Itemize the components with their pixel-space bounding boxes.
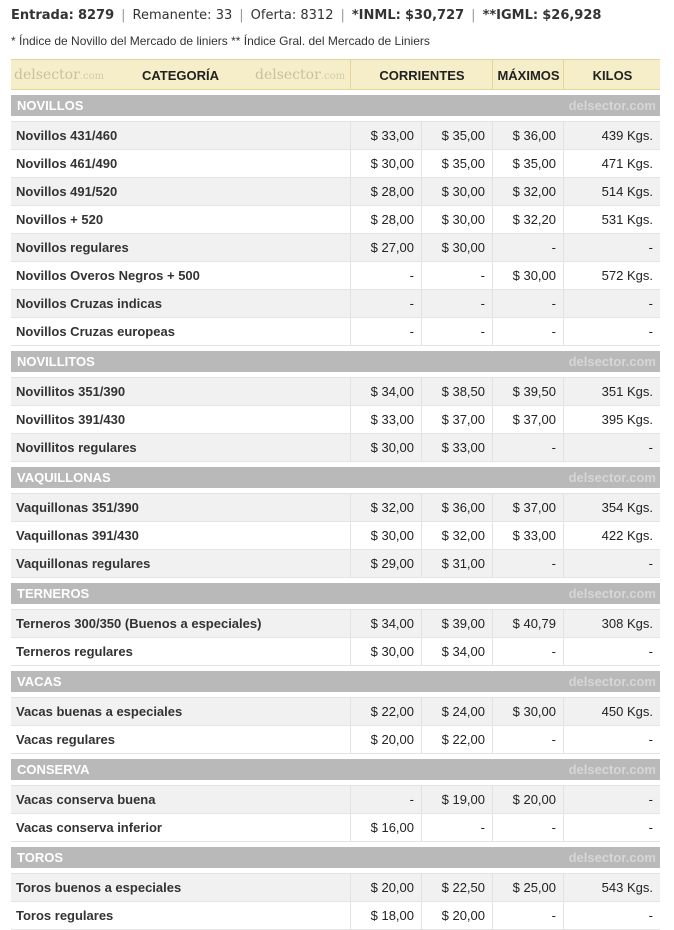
table-row (11, 406, 660, 434)
section-rows (11, 609, 660, 666)
price-maximo: - (492, 290, 563, 317)
price-corriente-min: - (350, 318, 421, 345)
row-category: Vacas regulares (16, 732, 116, 747)
table-row (11, 786, 660, 814)
price-corriente-max: $ 35,00 (421, 122, 492, 149)
weight-kilos: - (563, 726, 660, 753)
table-row (11, 262, 660, 290)
watermark-logo: delsector.com (14, 67, 105, 83)
header-corrientes: CORRIENTES (350, 60, 493, 89)
section-header (11, 467, 660, 488)
price-corriente-max: $ 37,00 (421, 406, 492, 433)
table-row (11, 698, 660, 726)
table-row (11, 726, 660, 754)
price-corriente-min: $ 34,00 (350, 610, 421, 637)
price-corriente-min: $ 30,00 (350, 434, 421, 461)
row-category: Vaquillonas 391/430 (16, 528, 139, 543)
section-header (11, 583, 660, 604)
section-header (11, 95, 660, 116)
row-category: Vacas conserva inferior (16, 820, 162, 835)
price-corriente-min: $ 20,00 (350, 726, 421, 753)
row-category: Novillos 431/460 (16, 128, 118, 143)
table-row (11, 550, 660, 578)
price-corriente-max: $ 24,00 (421, 698, 492, 725)
watermark-logo: delsector.com (255, 67, 346, 83)
price-corriente-max: $ 19,00 (421, 786, 492, 813)
price-maximo: $ 20,00 (492, 786, 563, 813)
price-maximo: $ 32,00 (492, 178, 563, 205)
weight-kilos: 354 Kgs. (563, 494, 660, 521)
table-row (11, 638, 660, 666)
price-corriente-max: - (421, 290, 492, 317)
remanente-label: Remanente: (132, 7, 212, 23)
price-maximo: - (492, 726, 563, 753)
price-corriente-min: $ 28,00 (350, 206, 421, 233)
row-category: Novillos 461/490 (16, 156, 118, 171)
price-corriente-min: $ 16,00 (350, 814, 421, 841)
price-maximo: $ 36,00 (492, 122, 563, 149)
section-header (11, 847, 660, 868)
row-category: Novillos Cruzas indicas (16, 296, 162, 311)
price-corriente-max: $ 30,00 (421, 178, 492, 205)
section-watermark: delsector.com (568, 354, 656, 369)
section-watermark: delsector.com (568, 762, 656, 777)
price-corriente-max: $ 36,00 (421, 494, 492, 521)
table-row (11, 814, 660, 842)
section-title: NOVILLOS (17, 98, 84, 113)
price-corriente-max: $ 20,00 (421, 902, 492, 929)
price-maximo: - (492, 550, 563, 577)
price-corriente-min: $ 18,00 (350, 902, 421, 929)
igml-label: **IGML: (482, 7, 539, 23)
table-row (11, 522, 660, 550)
price-maximo: - (492, 638, 563, 665)
row-category: Novillitos 391/430 (16, 412, 126, 427)
row-category: Vaquillonas regulares (16, 556, 151, 571)
header-kilos: KILOS (563, 60, 661, 89)
section-watermark: delsector.com (568, 470, 656, 485)
separator: | (121, 7, 126, 23)
row-category: Novillitos 351/390 (16, 384, 126, 399)
price-maximo: $ 32,20 (492, 206, 563, 233)
row-category: Novillos Cruzas europeas (16, 324, 175, 339)
price-corriente-min: $ 30,00 (350, 150, 421, 177)
price-corriente-min: $ 33,00 (350, 122, 421, 149)
section-rows (11, 697, 660, 754)
weight-kilos: 422 Kgs. (563, 522, 660, 549)
remanente-value: 33 (215, 7, 233, 23)
price-corriente-max: $ 30,00 (421, 234, 492, 261)
section-header (11, 671, 660, 692)
weight-kilos: 308 Kgs. (563, 610, 660, 637)
entrada-label: Entrada: (11, 7, 74, 23)
price-table (11, 59, 660, 930)
price-maximo: $ 39,50 (492, 378, 563, 405)
price-corriente-max: $ 33,00 (421, 434, 492, 461)
weight-kilos: 531 Kgs. (563, 206, 660, 233)
price-corriente-min: $ 32,00 (350, 494, 421, 521)
table-row (11, 494, 660, 522)
market-summary-bar (0, 0, 674, 30)
price-maximo: $ 37,00 (492, 406, 563, 433)
weight-kilos: 395 Kgs. (563, 406, 660, 433)
price-corriente-max: - (421, 318, 492, 345)
separator: | (239, 7, 244, 23)
section-rows (11, 377, 660, 462)
section-watermark: delsector.com (568, 586, 656, 601)
section-watermark: delsector.com (568, 850, 656, 865)
weight-kilos: - (563, 434, 660, 461)
weight-kilos: 514 Kgs. (563, 178, 660, 205)
table-row (11, 610, 660, 638)
separator: | (340, 7, 345, 23)
section-rows (11, 873, 660, 930)
section-header (11, 759, 660, 780)
oferta-value: 8312 (300, 7, 334, 23)
weight-kilos: - (563, 814, 660, 841)
price-corriente-min: - (350, 786, 421, 813)
price-corriente-max: $ 39,00 (421, 610, 492, 637)
price-corriente-max: $ 30,00 (421, 206, 492, 233)
table-row (11, 206, 660, 234)
section-title: TOROS (17, 850, 63, 865)
price-corriente-max: $ 35,00 (421, 150, 492, 177)
weight-kilos: 543 Kgs. (563, 874, 660, 901)
price-corriente-min: $ 22,00 (350, 698, 421, 725)
table-row (11, 290, 660, 318)
weight-kilos: - (563, 234, 660, 261)
price-corriente-min: $ 30,00 (350, 638, 421, 665)
table-row (11, 378, 660, 406)
row-category: Vacas buenas a especiales (16, 704, 183, 719)
section-rows (11, 493, 660, 578)
section-watermark: delsector.com (568, 98, 656, 113)
price-corriente-max: $ 34,00 (421, 638, 492, 665)
price-corriente-max: - (421, 814, 492, 841)
weight-kilos: 351 Kgs. (563, 378, 660, 405)
table-row (11, 434, 660, 462)
price-corriente-min: $ 20,00 (350, 874, 421, 901)
weight-kilos: - (563, 902, 660, 929)
row-category: Novillos + 520 (16, 212, 104, 227)
price-maximo: $ 25,00 (492, 874, 563, 901)
weight-kilos: - (563, 318, 660, 345)
price-corriente-max: $ 22,00 (421, 726, 492, 753)
price-corriente-max: $ 32,00 (421, 522, 492, 549)
weight-kilos: 471 Kgs. (563, 150, 660, 177)
price-corriente-min: $ 34,00 (350, 378, 421, 405)
weight-kilos: 572 Kgs. (563, 262, 660, 289)
section-watermark: delsector.com (568, 674, 656, 689)
inml-value: $30,727 (404, 7, 465, 23)
section-title: CONSERVA (17, 762, 90, 777)
table-row (11, 874, 660, 902)
section-title: NOVILLITOS (17, 354, 95, 369)
footnote: * Índice de Novillo del Mercado de liniers ** Índice Gral. del Mercado de Liniers (11, 34, 430, 48)
weight-kilos: - (563, 550, 660, 577)
table-row (11, 122, 660, 150)
table-header (11, 59, 660, 90)
price-maximo: $ 40,79 (492, 610, 563, 637)
header-maximos: MÁXIMOS (492, 60, 564, 89)
section-rows (11, 121, 660, 346)
price-corriente-min: $ 28,00 (350, 178, 421, 205)
header-categoria: CATEGORÍA (141, 68, 220, 83)
price-maximo: $ 33,00 (492, 522, 563, 549)
price-maximo: $ 30,00 (492, 698, 563, 725)
price-maximo: - (492, 814, 563, 841)
inml-label: *INML: (351, 7, 401, 23)
section-header (11, 351, 660, 372)
price-corriente-max: $ 38,50 (421, 378, 492, 405)
weight-kilos: - (563, 786, 660, 813)
price-corriente-max: $ 31,00 (421, 550, 492, 577)
price-maximo: - (492, 902, 563, 929)
price-corriente-min: $ 29,00 (350, 550, 421, 577)
table-row (11, 178, 660, 206)
price-corriente-min: - (350, 290, 421, 317)
table-row (11, 318, 660, 346)
row-category: Novillos Overos Negros + 500 (16, 268, 200, 283)
section-rows (11, 785, 660, 842)
row-category: Toros buenos a especiales (16, 880, 182, 895)
price-maximo: $ 37,00 (492, 494, 563, 521)
price-maximo: - (492, 318, 563, 345)
weight-kilos: 439 Kgs. (563, 122, 660, 149)
row-category: Novillos regulares (16, 240, 129, 255)
price-maximo: - (492, 234, 563, 261)
price-corriente-min: $ 33,00 (350, 406, 421, 433)
row-category: Novillitos regulares (16, 440, 137, 455)
table-row (11, 234, 660, 262)
section-title: VACAS (17, 674, 62, 689)
weight-kilos: - (563, 638, 660, 665)
row-category: Vaquillonas 351/390 (16, 500, 139, 515)
section-title: VAQUILLONAS (17, 470, 111, 485)
row-category: Toros regulares (16, 908, 114, 923)
igml-value: $26,928 (542, 7, 602, 23)
price-corriente-min: $ 27,00 (350, 234, 421, 261)
row-category: Terneros 300/350 (Buenos a especiales) (16, 616, 262, 631)
entrada-value: 8279 (77, 7, 115, 23)
price-corriente-max: $ 22,50 (421, 874, 492, 901)
weight-kilos: - (563, 290, 660, 317)
weight-kilos: 450 Kgs. (563, 698, 660, 725)
price-maximo: - (492, 434, 563, 461)
price-corriente-min: $ 30,00 (350, 522, 421, 549)
oferta-label: Oferta: (250, 7, 297, 23)
price-maximo: $ 35,00 (492, 150, 563, 177)
separator: | (471, 7, 476, 23)
row-category: Novillos 491/520 (16, 184, 118, 199)
price-corriente-max: - (421, 262, 492, 289)
table-row (11, 902, 660, 930)
price-maximo: $ 30,00 (492, 262, 563, 289)
section-title: TERNEROS (17, 586, 90, 601)
row-category: Terneros regulares (16, 644, 133, 659)
table-row (11, 150, 660, 178)
table-body (11, 95, 660, 930)
row-category: Vacas conserva buena (16, 792, 156, 807)
price-corriente-min: - (350, 262, 421, 289)
